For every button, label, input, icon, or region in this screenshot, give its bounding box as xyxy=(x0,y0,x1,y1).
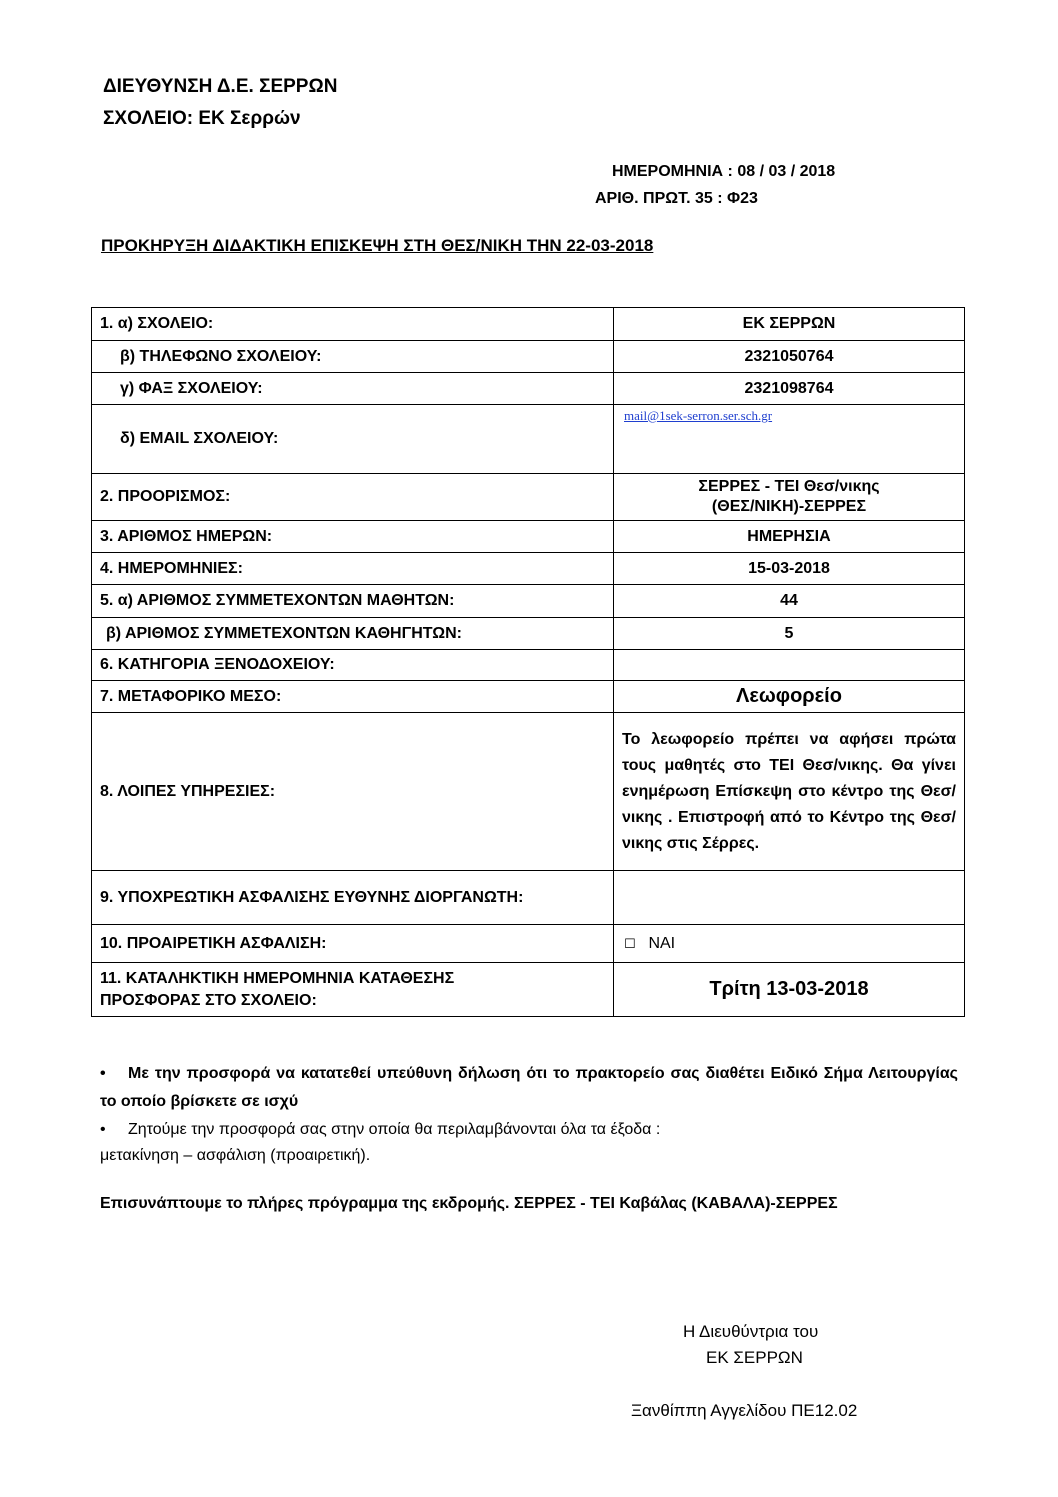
row-value xyxy=(614,650,965,681)
row-label: 9. ΥΠΟΧΡΕΩΤΙΚΗ ΑΣΦΑΛΙΣΗΣ ΕΥΘΥΝΗΣ ΔΙΟΡΓΑΝΩΤΗ: xyxy=(92,871,614,925)
optional-insurance-value: ΝΑΙ xyxy=(648,934,676,952)
table-row xyxy=(92,341,965,373)
note-item-2-line-2: μετακίνηση – ασφάλιση (προαιρετική). xyxy=(100,1147,371,1164)
row-label: β) ΑΡΙΘΜΟΣ ΣΥΜΜΕΤΕΧΟΝΤΩΝ ΚΑΘΗΓΗΤΩΝ: xyxy=(92,618,614,650)
table-row xyxy=(92,474,965,521)
row-label: β) ΤΗΛΕΦΩΝΟ ΣΧΟΛΕΙΟΥ: xyxy=(92,341,614,373)
directorate-heading: ΔΙΕΥΘΥΝΣΗ Δ.Ε. ΣΕΡΡΩΝ xyxy=(103,76,338,97)
row-value xyxy=(614,405,965,474)
signature-name: Ξανθίππη Αγγελίδου ΠΕ12.02 xyxy=(631,1401,858,1420)
row-label: γ) ΦΑΞ ΣΧΟΛΕΙΟΥ: xyxy=(92,373,614,405)
table-row xyxy=(92,308,965,341)
row-value: 2321050764 xyxy=(614,341,965,373)
table-row xyxy=(92,373,965,405)
row-label: 2. ΠΡΟΟΡΙΣΜΟΣ: xyxy=(92,474,614,521)
table-row xyxy=(92,585,965,618)
row-value: ΗΜΕΡΗΣΙΑ xyxy=(614,521,965,553)
trip-details-table xyxy=(91,307,965,1017)
note-item-2-line-1: Ζητούμε την προσφορά σας στην οποία θα περιλαμβάνονται όλα τα έξοδα : xyxy=(128,1121,661,1138)
row-label: 8. ΛΟΙΠΕΣ ΥΠΗΡΕΣΙΕΣ: xyxy=(92,713,614,871)
table-row xyxy=(92,650,965,681)
row-value: Τρίτη 13-03-2018 xyxy=(614,963,965,1017)
row-value: 5 xyxy=(614,618,965,650)
row-label: 1. α) ΣΧΟΛΕΙΟ: xyxy=(92,308,614,341)
note-item-1 xyxy=(100,1060,958,1116)
document-title: ΠΡΟΚΗΡΥΞΗ ΔΙΔΑΚΤΙΚΗ ΕΠΙΣΚΕΨΗ ΣΤΗ ΘΕΣ/ΝΙΚΗ ΤΗΝ 22-03-2018 xyxy=(101,236,654,255)
table-row xyxy=(92,521,965,553)
row-value xyxy=(614,474,965,521)
row-label: 5. α) ΑΡΙΘΜΟΣ ΣΥΜΜΕΤΕΧΟΝΤΩΝ ΜΑΘΗΤΩΝ: xyxy=(92,585,614,618)
table-row xyxy=(92,618,965,650)
row-value: 2321098764 xyxy=(614,373,965,405)
row-label: 3. ΑΡΙΘΜΟΣ ΗΜΕΡΩΝ: xyxy=(92,521,614,553)
signature-school: ΕΚ ΣΕΡΡΩΝ xyxy=(706,1348,803,1367)
deadline-label-line-1: 11. ΚΑΤΑΛΗΚΤΙΚΗ ΗΜΕΡΟΜΗΝΙΑ ΚΑΤΑΘΕΣΗΣ xyxy=(100,969,455,987)
table-row xyxy=(92,713,965,871)
checkbox-icon[interactable]: ☐ xyxy=(624,935,636,951)
row-value: Το λεωφορείο πρέπει να αφήσει πρώτα τους μαθητές στο ΤΕΙ Θεσ/νικης. Θα γίνει ενημέρωση Επίσκεψη στο κέντρο της Θεσ/νικης . Επιστροφή από το Κέντρο της Θεσ/νικης στις Σέρρες. xyxy=(614,713,965,871)
row-label: δ) EMAIL ΣΧΟΛΕΙΟΥ: xyxy=(92,405,614,474)
row-value: 15-03-2018 xyxy=(614,553,965,585)
bullet-icon: • xyxy=(100,1065,106,1082)
signature-role: Η Διευθύντρια του xyxy=(683,1322,819,1341)
table-row xyxy=(92,871,965,925)
note-item-2 xyxy=(100,1116,958,1144)
bullet-icon: • xyxy=(100,1121,106,1138)
row-value xyxy=(614,925,965,963)
row-value: 44 xyxy=(614,585,965,618)
document-date: ΗΜΕΡΟΜΗΝΙΑ : 08 / 03 / 2018 xyxy=(612,163,836,180)
table-row xyxy=(92,681,965,713)
protocol-number: ΑΡΙΘ. ΠΡΩΤ. 35 : Φ23 xyxy=(595,190,758,207)
table-row xyxy=(92,405,965,474)
row-label: 10. ΠΡΟΑΙΡΕΤΙΚΗ ΑΣΦΑΛΙΣΗ: xyxy=(92,925,614,963)
row-label: 4. ΗΜΕΡΟΜΗΝΙΕΣ: xyxy=(92,553,614,585)
row-label: 7. ΜΕΤΑΦΟΡΙΚΟ ΜΕΣΟ: xyxy=(92,681,614,713)
attachment-note: Επισυνάπτουμε το πλήρες πρόγραμμα της εκδρομής. ΣΕΡΡΕΣ - ΤΕΙ Καβάλας (ΚΑΒΑΛΑ)-ΣΕΡΡΕΣ xyxy=(100,1195,838,1212)
destination-line-1: ΣΕΡΡΕΣ - ΤΕΙ Θεσ/νικης xyxy=(698,478,880,495)
row-label: 6. ΚΑΤΗΓΟΡΙΑ ΞΕΝΟΔΟΧΕΙΟΥ: xyxy=(92,650,614,681)
table-row xyxy=(92,925,965,963)
note-item-1-text: Με την προσφορά να κατατεθεί υπεύθυνη δήλωση ότι το πρακτορείο σας διαθέτει Ειδικό Σήμα Λειτουργίας το οποίο βρίσκετε σε ισχύ xyxy=(100,1065,958,1110)
destination-line-2: (ΘΕΣ/ΝΙΚΗ)-ΣΕΡΡΕΣ xyxy=(711,498,867,515)
table-row xyxy=(92,553,965,585)
table-row xyxy=(92,963,965,1017)
row-value: Λεωφορείο xyxy=(614,681,965,713)
row-label xyxy=(92,963,614,1017)
school-email-link[interactable]: mail@1sek-serron.ser.sch.gr xyxy=(624,408,773,423)
row-value: ΕΚ ΣΕΡΡΩΝ xyxy=(614,308,965,341)
row-value xyxy=(614,871,965,925)
deadline-label-line-2: ΠΡΟΣΦΟΡΑΣ ΣΤΟ ΣΧΟΛΕΙΟ: xyxy=(100,991,317,1009)
school-heading: ΣΧΟΛΕΙΟ: ΕΚ Σερρών xyxy=(103,108,301,129)
